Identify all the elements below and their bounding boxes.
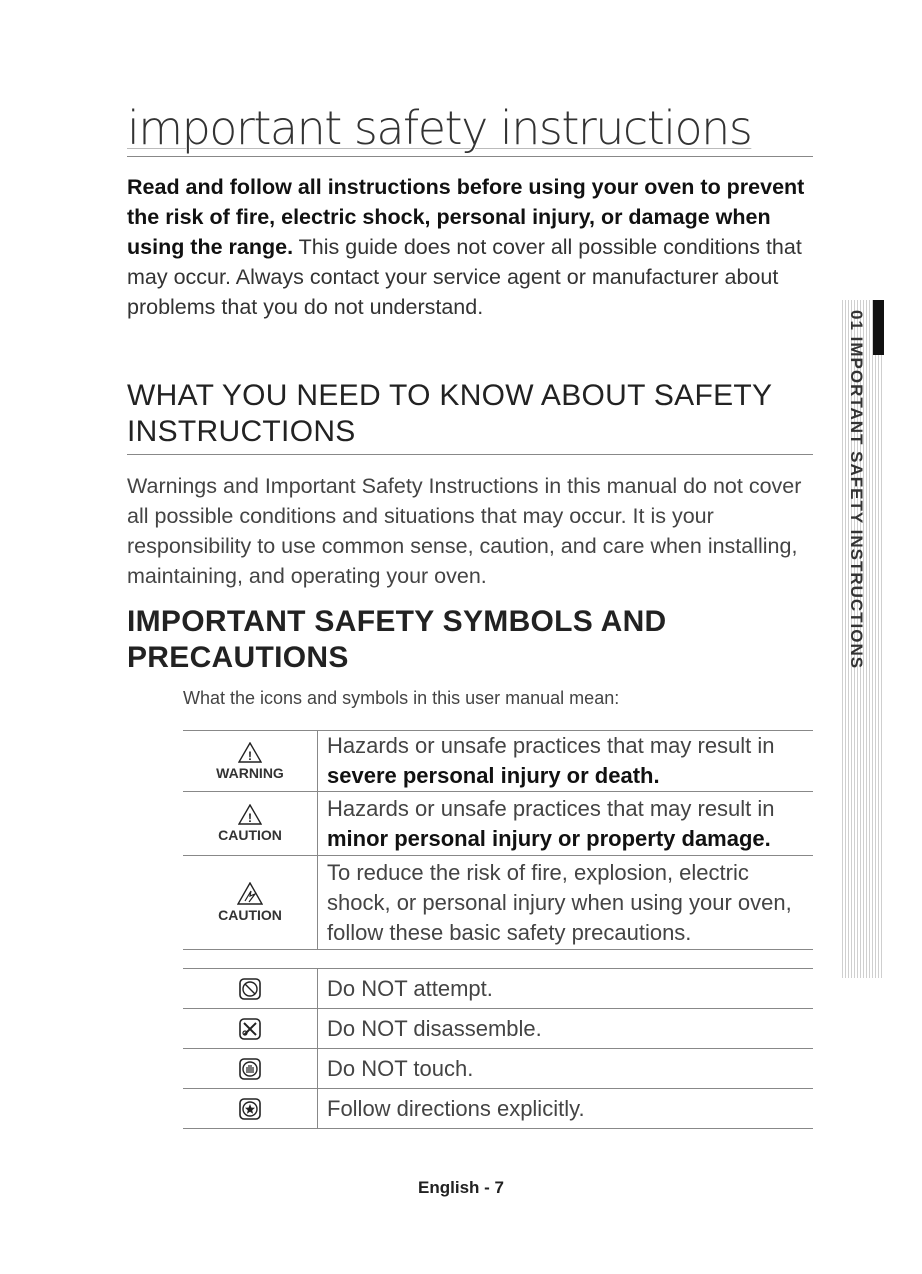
section1-heading: WHAT YOU NEED TO KNOW ABOUT SAFETY INSTRUCTIONS — [127, 378, 813, 455]
table-row — [183, 1049, 813, 1089]
hazard-strong: severe personal injury or death. — [327, 763, 660, 788]
chapter-marker — [873, 300, 884, 355]
hazard-text: Hazards or unsafe practices that may result in — [327, 795, 775, 821]
do-not-attempt-icon — [238, 977, 262, 1001]
caution-triangle-icon — [238, 804, 262, 825]
do-not-touch-icon — [238, 1057, 262, 1081]
table-row — [183, 856, 813, 950]
follow-directions-icon — [238, 1097, 262, 1121]
table-row — [183, 792, 813, 856]
caution-label: CAUTION — [218, 907, 282, 923]
chapter-side-tab — [842, 300, 884, 978]
symbol-cell — [183, 1089, 318, 1129]
hazard-text: Hazards or unsafe practices that may result in — [327, 733, 775, 758]
action-text: Do NOT attempt. — [318, 969, 814, 1009]
do-not-disassemble-icon — [238, 1017, 262, 1041]
icons-intro: What the icons and symbols in this user manual mean: — [183, 688, 620, 708]
description-cell — [318, 792, 814, 856]
section1-body: Warnings and Important Safety Instructions in this manual do not cover all possible conditions and situations that may occur. It is your responsibility to use common sense, caution, and care when installing, maintaining, and operating your oven. — [127, 474, 802, 588]
symbol-cell — [183, 856, 318, 950]
symbol-cell — [183, 731, 318, 792]
precaution-text: To reduce the risk of fire, explosion, electric shock, or personal injury when using your oven, follow these basic safety precautions. — [327, 859, 792, 945]
intro-paragraph — [127, 172, 807, 322]
description-cell — [318, 731, 814, 792]
svg-text:!: ! — [248, 748, 252, 763]
caution-label: CAUTION — [218, 827, 282, 843]
intro-bold: Read and follow all instructions before using your oven to prevent the risk of fire, electric shock, personal injury, or damage when using the range. — [127, 175, 805, 259]
action-table — [183, 968, 813, 1129]
symbol-cell — [183, 792, 318, 856]
symbol-cell — [183, 1009, 318, 1049]
warning-label: WARNING — [216, 764, 284, 781]
page-number: English - 7 — [418, 1178, 504, 1197]
chapter-label: 01 IMPORTANT SAFETY INSTRUCTIONS — [847, 310, 866, 670]
hazard-table — [183, 730, 813, 950]
action-text: Do NOT touch. — [318, 1049, 814, 1089]
warning-triangle-icon — [238, 742, 262, 763]
symbol-cell — [183, 969, 318, 1009]
table-row — [183, 731, 813, 792]
hazard-strong: minor personal injury or property damage. — [327, 825, 771, 851]
description-cell — [318, 856, 814, 950]
action-text: Follow directions explicitly. — [318, 1089, 814, 1129]
fire-triangle-icon — [237, 882, 263, 905]
action-text: Do NOT disassemble. — [318, 1009, 814, 1049]
section2-heading: IMPORTANT SAFETY SYMBOLS AND PRECAUTIONS — [127, 605, 667, 674]
table-row — [183, 969, 813, 1009]
intro-text: This guide does not cover all possible conditions that may occur. Always contact your service agent or manufacturer about problems that you do not understand. — [127, 235, 802, 319]
table-row — [183, 1089, 813, 1129]
symbol-cell — [183, 1049, 318, 1089]
page-title: important safety instructions — [127, 100, 813, 157]
svg-text:!: ! — [248, 811, 252, 825]
table-row — [183, 1009, 813, 1049]
